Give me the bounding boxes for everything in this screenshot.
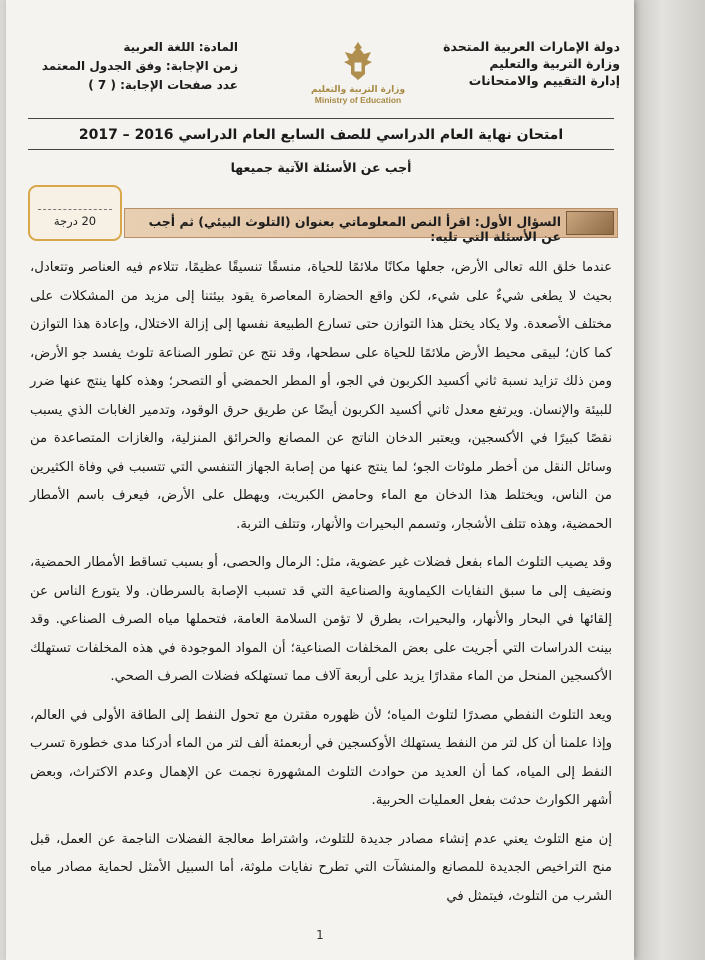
question-decor-icon [566, 211, 614, 235]
ministry-logo [308, 40, 408, 110]
header-department: إدارة التقييم والامتحانات [468, 73, 620, 88]
header-exam-info [28, 38, 238, 95]
header-pages: عدد صفحات الإجابة: ( 7 ) [88, 78, 238, 92]
page-number: 1 [316, 928, 324, 942]
header-ministry: وزارة التربية والتعليم [489, 56, 620, 71]
falcon-emblem-icon [341, 40, 375, 84]
question-header-bar [124, 208, 618, 244]
header-country: دولة الإمارات العربية المتحدة [443, 39, 620, 54]
passage-paragraph: وقد يصيب التلوث الماء بفعل فضلات غير عضوية، مثل: الرمال والحصى، أو بسبب تساقط الأمطار الحمضية، ونضيف إلى ما سبق النفايات الكيماوية والصناعية التي قد تسبب الإصابة بالسرطان. ولا يتورع الناس عن إلقائها في البحار والأنهار، والبحيرات، بطرق لا تؤمن السلامة العامة، فتحملها مياه الصرف الصناعي. وقد بينت الدراسات التي أجريت على بعض المخلفات الصناعية؛ أن المواد الموجودة في هذه المخلفات تستهلك الأكسجين المنحل من الماء مقدارًا يزيد على أربعة آلاف مما تستهلكه فضلات الصرف الصحي. [30, 555, 612, 684]
exam-page [6, 0, 634, 960]
score-dash-line [38, 209, 112, 210]
header-authority [430, 38, 620, 89]
logo-arabic-text: وزارة التربية والتعليم [310, 85, 406, 95]
passage-paragraph: ويعد التلوث النفطي مصدرًا لتلوث المياه؛ لأن ظهوره مقترن مع تحول النفط إلى الطاقة الأولى في العالم، وإذا علمنا أن كل لتر من النفط يستهلك الأوكسجين في أربعمئة ألف لتر من الماء أدركنا مدى خطورة تسرب النفط إلى المياه، كما أن العديد من حوادث التلوث المشهورة نجمت عن الإهمال وعدم الاكتراث، وبعض أشهر الكوارث حدثت بفعل العمليات الحربية. [30, 707, 612, 808]
title-divider [28, 149, 614, 150]
instruction: أجب عن الأسئلة الآتية جميعها [230, 160, 412, 175]
question-title: السؤال الأول: اقرأ النص المعلوماتي بعنوان (التلوث البيئي) ثم أجب عن الأسئلة التي تليه: [148, 214, 561, 244]
header-divider [28, 118, 614, 119]
header-subject: المادة: اللغة العربية [123, 40, 238, 54]
passage-text [30, 254, 612, 921]
score-box [28, 185, 122, 241]
passage-paragraph: إن منع التلوث يعني عدم إنشاء مصادر جديدة للتلوث، واشتراط معالجة الفضلات الناجمة عن العمل، قبل منح التراخيص الجديدة للمصانع والمنشآت التي تطرح نفايات ملوثة، أما السبيل الأمثل لحماية مصادر مياه الشرب من التلوث، فيتمثل في [30, 831, 612, 904]
header-time: زمن الإجابة: وفق الجدول المعتمد [41, 59, 238, 73]
question-marks: 20 درجة [53, 214, 97, 228]
logo-english-text: Ministry of Education [314, 95, 402, 105]
binder-edge [633, 0, 705, 960]
passage-paragraph: عندما خلق الله تعالى الأرض، جعلها مكانًا ملائمًا للحياة، منسقًا تنسيقًا عظيمًا، تتلاءم فيه العناصر وتتعادل، بحيث لا يطغى شيءٌ على شيء، لكن واقع الحضارة المعاصرة يقود بيئتنا إلى مزيد من المشكلات على مختلف الأصعدة. ولا يكاد يختل هذا التوازن حتى تسارع الطبيعة نفسها إلى إزالة الاختلال، وإعادة هذا التوازن كما كان؛ لبيقى محيط الأرض ملائمًا للحياة على سطحها، وقد نتج عن تطور الصناعة تلوث يفسد جو الأرض، ومن ذلك تزايد نسبة ثاني أكسيد الكربون في الجو، أو المطر الحمضي أو التصحر؛ وهذه كلها ينتج عنها ضرر للبيئة والإنسان. ويرتفع معدل ثاني أكسيد الكربون أيضًا عن طريق حرق الوقود، وتدمير الغابات الذي يسبب نقصًا كبيرًا في الأكسجين، ويعتبر الدخان الناتج عن المصانع والحرائق المنزلية، والغازات المتصاعدة من وسائل النقل من أخطر ملوثات الجو؛ لما ينتج عنها من إصابة الجهاز التنفسي التي تتسبب في وفاة الكثيرين من الناس، ويختلط هذا الدخان مع الماء وحامض الكبريت، ويهطل على الأرض، فيعرف باسم الأمطار الحمضية، وهذه تتلف الأشجار، وتسمم البحيرات والأنهار، وتتلف التربة. [30, 260, 612, 532]
exam-title: امتحان نهاية العام الدراسي للصف السابع العام الدراسي 2016 – 2017 [78, 127, 564, 143]
